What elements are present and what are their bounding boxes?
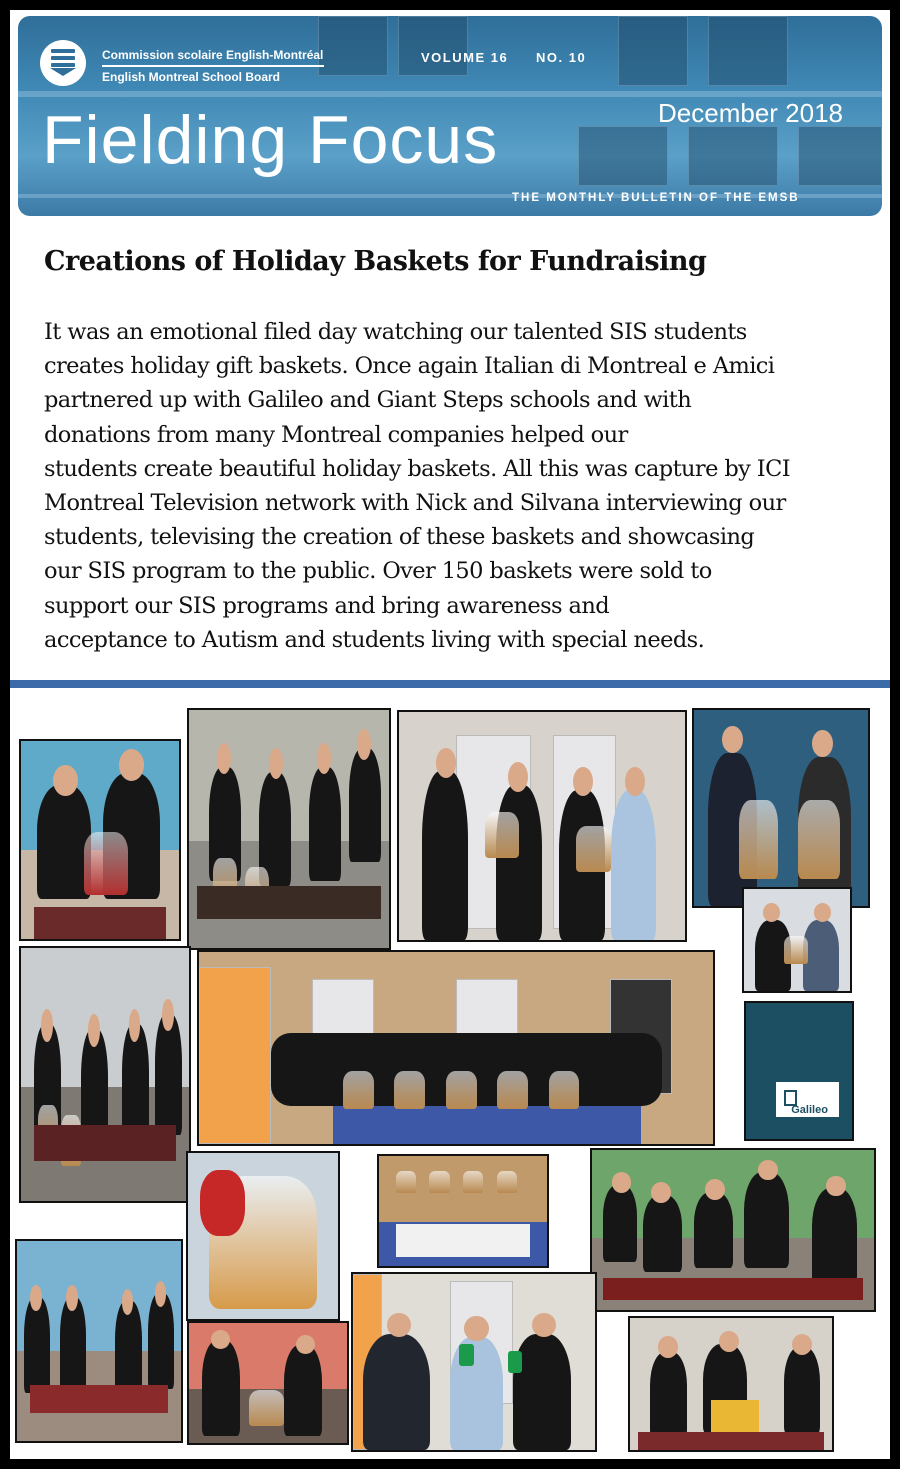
building-window <box>798 126 882 186</box>
photo-students-wrapping-basket <box>19 739 181 941</box>
photo-students-at-desks <box>19 946 191 1203</box>
emsb-logo-icon <box>40 40 86 86</box>
building-window <box>618 16 688 86</box>
bulletin-page <box>10 10 890 1459</box>
galileo-banner-sign <box>396 1224 530 1257</box>
building-window <box>708 16 788 86</box>
org-name-rule <box>102 65 324 67</box>
photo-students-wrapping <box>187 1321 349 1445</box>
photo-basket-closeup <box>186 1151 340 1321</box>
article-line: partnered up with Galileo and Giant Steps schools and with <box>44 387 692 414</box>
article-line: our SIS program to the public. Over 150 baskets were sold to <box>44 558 712 585</box>
volume-number: VOLUME 16 <box>421 50 509 65</box>
article-line: support our SIS programs and bring awareness and <box>44 592 610 619</box>
photo-students-packing <box>628 1316 834 1452</box>
microphone-icon <box>508 1351 523 1372</box>
masthead-title: Fielding Focus <box>42 102 499 178</box>
galileo-logo-text: Galileo <box>791 1103 828 1116</box>
building-window <box>688 126 778 186</box>
photo-students-classroom <box>15 1239 183 1443</box>
article-headline: Creations of Holiday Baskets for Fundraising <box>44 246 707 277</box>
photo-tv-interview <box>351 1272 597 1452</box>
photo-students-preparing <box>590 1148 876 1312</box>
masthead-banner <box>18 16 882 216</box>
building-window <box>398 16 468 76</box>
org-name-english: English Montreal School Board <box>102 70 281 84</box>
photo-two-men-basket <box>742 887 852 993</box>
article-line: students create beautiful holiday baskets. All this was capture by ICI <box>44 455 790 482</box>
issue-number: NO. 10 <box>536 50 587 65</box>
masthead-tagline: THE MONTHLY BULLETIN OF THE EMSB <box>512 192 800 204</box>
org-name-french: Commission scolaire English-Montréal <box>102 48 324 62</box>
juice-bottles <box>711 1400 759 1434</box>
article-line: donations from many Montreal companies helped our <box>44 421 628 448</box>
article-line: creates holiday gift baskets. Once again Italian di Montreal e Amici <box>44 353 775 380</box>
galileo-brochure <box>744 1001 854 1141</box>
section-divider <box>10 680 890 688</box>
article-body <box>44 315 884 657</box>
photo-students-at-table <box>187 708 391 950</box>
article-line: It was an emotional filed day watching our talented SIS students <box>44 319 747 345</box>
building-window <box>578 126 668 186</box>
photo-guests-with-baskets <box>692 708 870 908</box>
photo-baskets-display <box>377 1154 549 1268</box>
article-line: students, televising the creation of these baskets and showcasing <box>44 524 755 551</box>
microphone-icon <box>459 1344 474 1365</box>
article-line: acceptance to Autism and students living with special needs. <box>44 626 705 653</box>
ribbon-bow-icon <box>200 1170 245 1236</box>
article-line: Montreal Television network with Nick and Silvana interviewing our <box>44 490 786 517</box>
photo-group-fundraiser <box>197 950 715 1146</box>
building-window <box>318 16 388 76</box>
photo-officials-with-baskets <box>397 710 687 942</box>
issue-date: December 2018 <box>658 98 843 128</box>
building-beam <box>18 91 882 97</box>
